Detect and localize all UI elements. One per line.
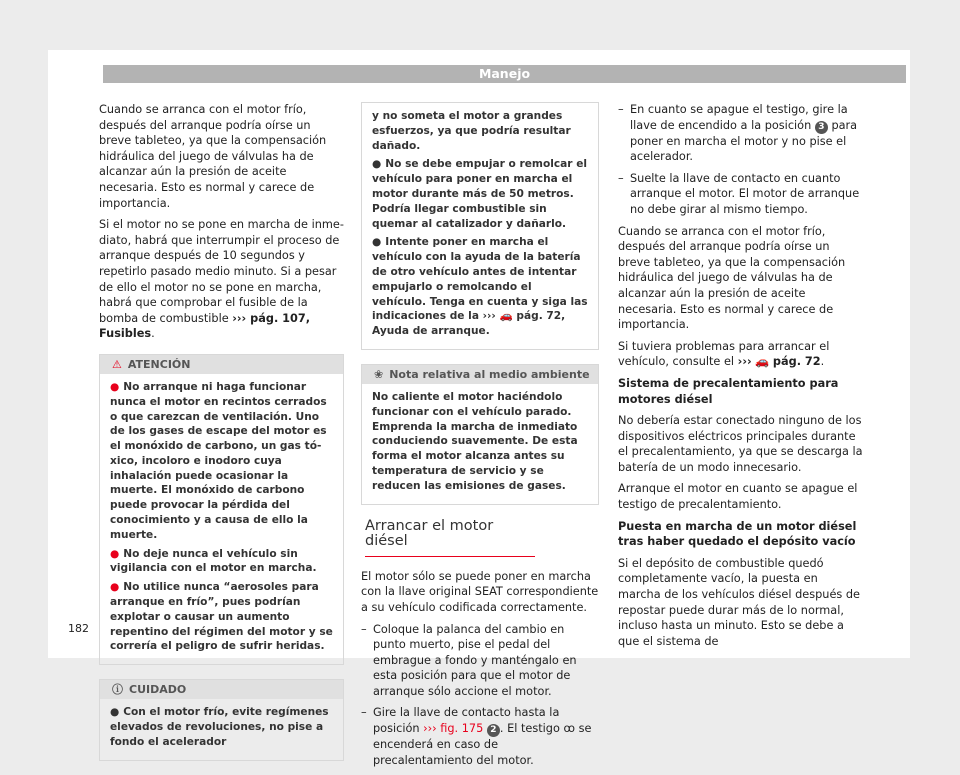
flower-icon: ❀ — [374, 367, 384, 381]
column-1 — [99, 102, 344, 775]
bullet-icon: ● — [372, 236, 382, 249]
paragraph: Si el motor no se pone en marcha de inmediato, habrá que interrumpir el proceso de arranque después de 10 segundos y repetirlo pasado medio minuto. Si a pesar de ello el motor no se pone en marcha, habrá que comprobar el fusible de la bomba de combustible ››› pág. 107, Fusibles. — [99, 218, 344, 341]
list-item: ● No se debe empujar o remolcar el vehículo para poner en marcha el motor durante más de 50 metros. Podría llegar combustible sin quemar al catalizador y dañarlo. — [372, 158, 588, 230]
page-header: Manejo — [103, 65, 906, 83]
paragraph: No debería estar conectado ninguno de los dispositivos eléctricos principales durante el precalentamiento, ya que se descarga la batería de un modo innecesario. — [618, 414, 863, 474]
list-item: – Coloque la palanca del cambio en punto muerto, pise el pedal del embrague a fondo y manténgalo en esta posición para que el motor de arranque sólo accione el motor. — [361, 622, 577, 698]
page-number: 182 — [68, 622, 89, 635]
glow-plug-icon: ꝏ — [563, 722, 575, 736]
car-icon: 🚗 — [755, 355, 770, 369]
column-3 — [618, 102, 863, 655]
warning-box — [99, 354, 344, 665]
caution-body — [100, 699, 343, 759]
car-icon: 🚗 — [499, 310, 513, 323]
list-item: ● Con el motor frío, evite regímenes elevados de revoluciones, no pise a fondo el acelerador — [110, 706, 329, 748]
bullet-icon: ● — [110, 706, 120, 719]
page-link[interactable]: pág. 72 — [772, 355, 821, 369]
bullet-icon: ● — [110, 547, 120, 560]
bullet-icon: ● — [110, 581, 120, 594]
environment-body: No caliente el motor haciéndolo funcionar con el vehículo parado. Emprenda la marcha de inmediato conduciendo suavemente. De esta forma el motor alcanza antes su temperatura de servicio y se reducen las emisiones de gases. — [372, 390, 578, 492]
subheading: Sistema de precalentamiento para motores diésel — [618, 376, 839, 406]
bullet-icon: ● — [372, 158, 382, 171]
bullet-icon: ● — [110, 380, 120, 393]
environment-box — [361, 364, 599, 505]
list-item: ● No arranque ni haga funcionar nunca el motor en recintos cerrados o que carezcan de ventilación. Uno de los gases de escape del motor es el monóxido de carbono, un gas tóxico, incoloro e inodoro cuya inhalación puede ocasionar la muerte. El monóxido de carbono puede provocar la pérdida del conocimiento y a causa de ello la muerte. — [110, 380, 327, 541]
figure-link[interactable]: ››› fig. 175 — [423, 722, 484, 736]
list-item: – Gire la llave de contacto hasta la posición ››› fig. 175 2 . El testigo ꝏ se encenderá en caso de precalentamiento del motor. — [361, 706, 592, 767]
position-number: 2 — [487, 724, 500, 737]
warning-body — [100, 374, 343, 664]
info-icon: ⓘ — [112, 683, 123, 697]
environment-title: ❀ Nota relativa al medio ambiente — [362, 365, 598, 384]
list-item: – Suelte la llave de contacto en cuanto arranque el motor. El motor de arranque no debe girar al mismo tiempo. — [618, 171, 860, 216]
list-item: ● No utilice nunca “aerosoles para arranque en frío”, pues podrían explotar o causar un aumento repentino del régimen del motor y se correría el peligro de sufrir heridas. — [110, 581, 333, 653]
warning-title: ⚠ ATENCIÓN — [100, 355, 343, 374]
warning-icon: ⚠ — [112, 357, 122, 371]
paragraph: Si el depósito de combustible quedó completamente vacío, la puesta en marcha de los vehículos diésel después de repostar puede durar más de lo normal, incluso hasta un minuto. Esto se debe a que el sistema de — [618, 556, 860, 648]
caution-title: ⓘ CUIDADO — [100, 680, 343, 699]
position-number: 3 — [815, 121, 828, 134]
section-title: Arrancar el motor diésel — [365, 519, 535, 557]
paragraph: Cuando se arranca con el motor frío, después del arranque podría oírse un breve tableteo, ya que la compensación hidráulica del juego de válvulas ha de alcanzar aún la presión de aceite necesaria. Esto es normal y carece de importancia. — [618, 224, 846, 332]
caution-box-continued — [361, 102, 599, 350]
list-item: ● Intente poner en marcha el vehículo con la ayuda de la batería de otro vehículo antes de intentar empujarlo o remolcando el vehículo. Tenga en cuenta y siga las indicaciones de la ››› 🚗 pág. 72, Ayuda de arranque. — [372, 236, 588, 338]
jump-start-link[interactable]: pág. 72, Ayuda de arranque — [372, 310, 566, 338]
list-item: – En cuanto se apague el testigo, gire la llave de encendido a la posición 3 para poner en marcha el motor y no pise el acelerador. — [618, 103, 858, 164]
column-2 — [361, 102, 599, 774]
paragraph: Cuando se arranca con el motor frío, después del arranque podría oírse un breve tableteo, ya que la compensación hidráulica del juego de válvulas ha de alcanzar aún la presión de aceite necesaria. Esto es normal y carece de importancia. — [99, 103, 327, 210]
paragraph: Arranque el motor en cuanto se apague el testigo de precalentamiento. — [618, 482, 858, 512]
subheading: Puesta en marcha de un motor diésel tras haber quedado el depósito vacío — [618, 519, 857, 549]
fuses-link[interactable]: ››› pág. 107, Fusibles — [99, 311, 311, 341]
list-item: ● No deje nunca el vehículo sin vigilancia con el motor en marcha. — [110, 547, 317, 575]
paragraph: El motor sólo se puede poner en marcha con la llave original SEAT correspondiente a su vehículo codificada correctamente. — [361, 569, 599, 614]
paragraph: Si tuviera problemas para arrancar el vehículo, consulte el ››› 🚗 pág. 72. — [618, 339, 830, 369]
caution-box — [99, 679, 344, 760]
caution-body-continued: y no someta el motor a grandes esfuerzos, ya que podría resultar dañado. ● No se debe empujar o remolcar el vehículo para poner en marcha el motor durante más de 50 metros. Podría llegar combustible sin quemar al catalizador y dañarlo. ● Intente poner en marcha el vehículo con la ayuda de la batería de otro vehículo antes de intentar empujarlo o remolcando el vehículo. Tenga en cuenta y siga las indicaciones de la ››› 🚗 pág. 72, Ayuda de arranque. — [372, 110, 588, 338]
page — [48, 50, 910, 767]
